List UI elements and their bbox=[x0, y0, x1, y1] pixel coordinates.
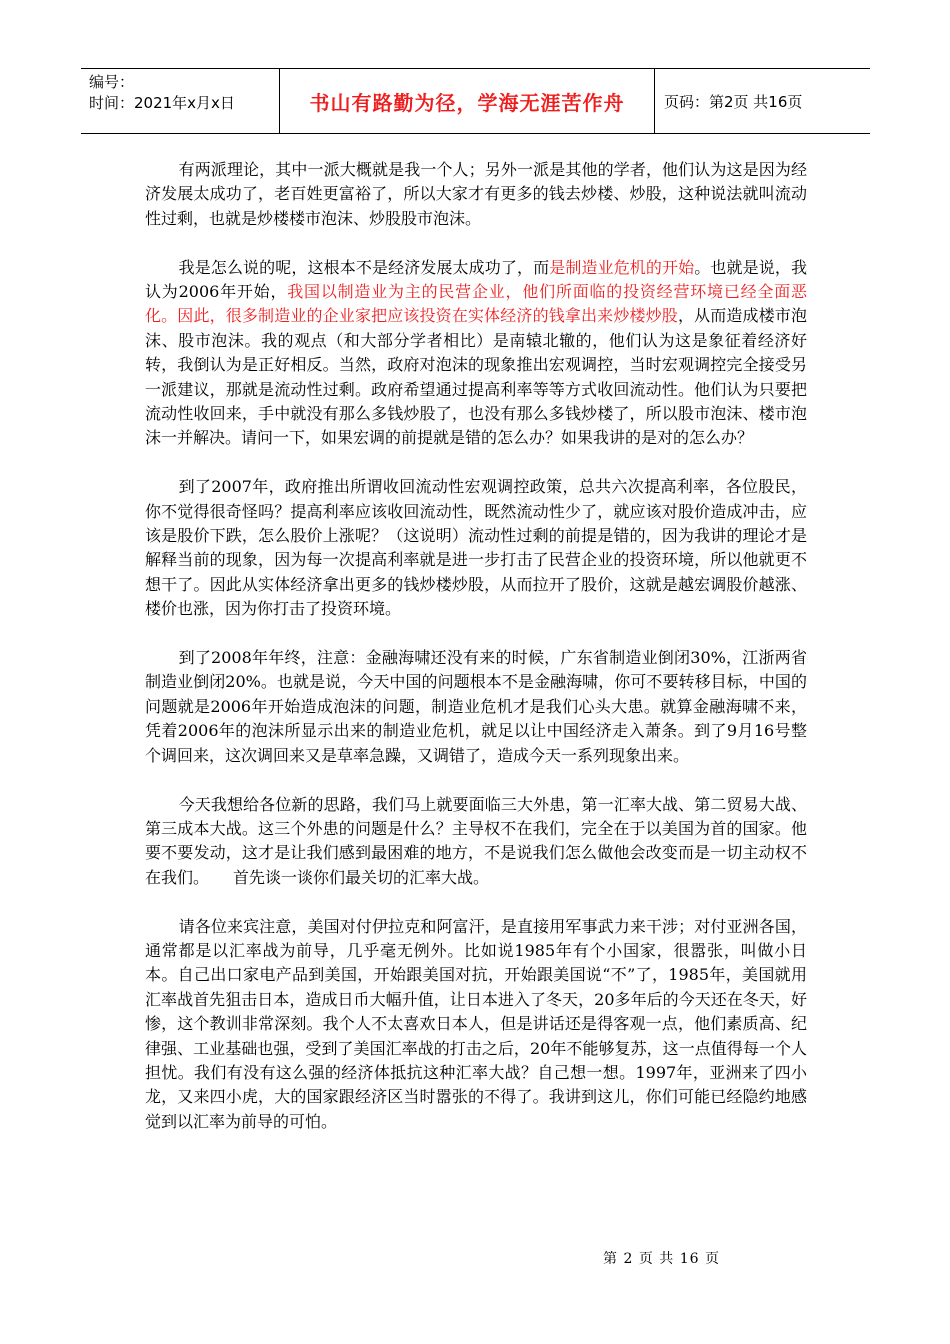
paragraph-text: 我是怎么说的呢，这根本不是经济发展太成功了，而 bbox=[178, 257, 550, 277]
paragraph-text: 今天我想给各位新的思路，我们马上就要面临三大外患，第一汇率大战、第二贸易大战、第三成本大战。这三个外患的问题是什么？主导权不在我们，完全在于以美国为首的国家。他要不要发动，这才是让我们感到最困难的地方，不是说我们怎么做他会改变而是一切主动权不在我们。 首先谈一谈你们最关切的汇率大战。 bbox=[145, 794, 807, 887]
paragraph bbox=[145, 256, 807, 451]
time-label: 时间：2021年x月x日 bbox=[89, 94, 235, 112]
paragraph bbox=[145, 158, 807, 231]
paragraph-text: 。也就是说，我认为2006年开始， bbox=[145, 257, 807, 302]
paragraph bbox=[145, 646, 807, 768]
paragraph bbox=[145, 793, 807, 891]
paragraph-text: 请各位来宾注意，美国对付伊拉克和阿富汗，是直接用军事武力来干涉；对付亚洲各国，通常都是以汇率战为前导，几乎毫无例外。比如说1985年有个小国家，很嚣张，叫做小日本。自己出口家电产品到美国，开始跟美国对抗，开始跟美国说“不”了，1985年，美国就用汇率战首先狙击日本，造成日币大幅升值，让日本进入了冬天，20多年后的今天还在冬天，好惨，这个教训非常深刻。我个人不太喜欢日本人，但是讲话还是得客观一点，他们素质高、纪律强、工业基础也强，受到了美国汇率战的打击之后，20年不能够复苏，这一点值得每一个人担忧。我们有没有这么强的经济体抵抗这种汇率大战？自己想一想。1997年，亚洲来了四小龙，又来四小虎，大的国家跟经济区当时嚣张的不得了。我讲到这儿，你们可能已经隐约地感觉到以汇率为前导的可怕。 bbox=[145, 916, 807, 1131]
motto: 书山有路勤为径，学海无涯苦作舟 bbox=[280, 69, 655, 133]
paragraph-text: 有两派理论，其中一派大概就是我一个人；另外一派是其他的学者，他们认为这是因为经济发展太成功了，老百姓更富裕了，所以大家才有更多的钱去炒楼、炒股，这种说法就叫流动性过剩，也就是炒楼楼市泡沫、炒股股市泡沫。 bbox=[145, 160, 807, 228]
page-label: 页码：第2页 共16页 bbox=[664, 92, 803, 111]
paragraph bbox=[145, 475, 807, 621]
paragraph bbox=[145, 915, 807, 1135]
paragraph-text: 到了2008年年终，注意：金融海啸还没有来的时候，广东省制造业倒闭30%，江浙两省制造业倒闭20%。也就是说，今天中国的问题根本不是金融海啸，你可不要转移目标，中国的问题就是2006年开始造成泡沫的问题，制造业危机才是我们心头大患。就算金融海啸不来，凭着2006年的泡沫所显示出来的制造业危机，就足以让中国经济走入萧条。到了9月16号整个调回来，这次调回来又是草率急躁，又调错了，造成今天一系列现象出来。 bbox=[145, 648, 807, 765]
number-label: 编号： bbox=[89, 73, 135, 91]
highlighted-text: 是制造业危机的开始 bbox=[549, 257, 695, 277]
page-footer: 第 2 页 共 16 页 bbox=[603, 1251, 720, 1267]
paragraph-text: ，从而造成楼市泡沫、股市泡沫。我的观点（和大部分学者相比）是南辕北辙的，他们认为这是象征着经济好转，我倒认为是正好相反。当然，政府对泡沫的现象推出宏观调控，当时宏观调控完全接受另一派建议，那就是流动性过剩。政府希望通过提高利率等等方式收回流动性。他们认为只要把流动性收回来，手中就没有那么多钱炒股了，也没有那么多钱炒楼了，所以股市泡沫、楼市泡沫一并解决。请问一下，如果宏调的前提就是错的怎么办？如果我讲的是对的怎么办？ bbox=[145, 306, 807, 448]
highlighted-text: 我国以制造业为主的民营企业，他们所面临的投资经营环境已经全面恶化。因此，很多制造业的企业家把应该投资在实体经济的钱拿出来炒楼炒股 bbox=[145, 282, 807, 326]
header-meta bbox=[81, 69, 280, 133]
document-body bbox=[145, 158, 807, 1159]
page-header bbox=[81, 68, 870, 134]
paragraph-text: 到了2007年，政府推出所谓收回流动性宏观调控政策，总共六次提高利率，各位股民，你不觉得很奇怪吗？提高利率应该收回流动性，既然流动性少了，就应该对股价造成冲击，应该是股价下跌，怎么股价上涨呢？（这说明）流动性过剩的前提是错的，因为我讲的理论才是解释当前的现象，因为每一次提高利率就是进一步打击了民营企业的投资环境，所以他就更不想干了。因此从实体经济拿出更多的钱炒楼炒股，从而拉开了股价，这就是越宏调股价越涨、楼价也涨，因为你打击了投资环境。 bbox=[145, 477, 807, 619]
